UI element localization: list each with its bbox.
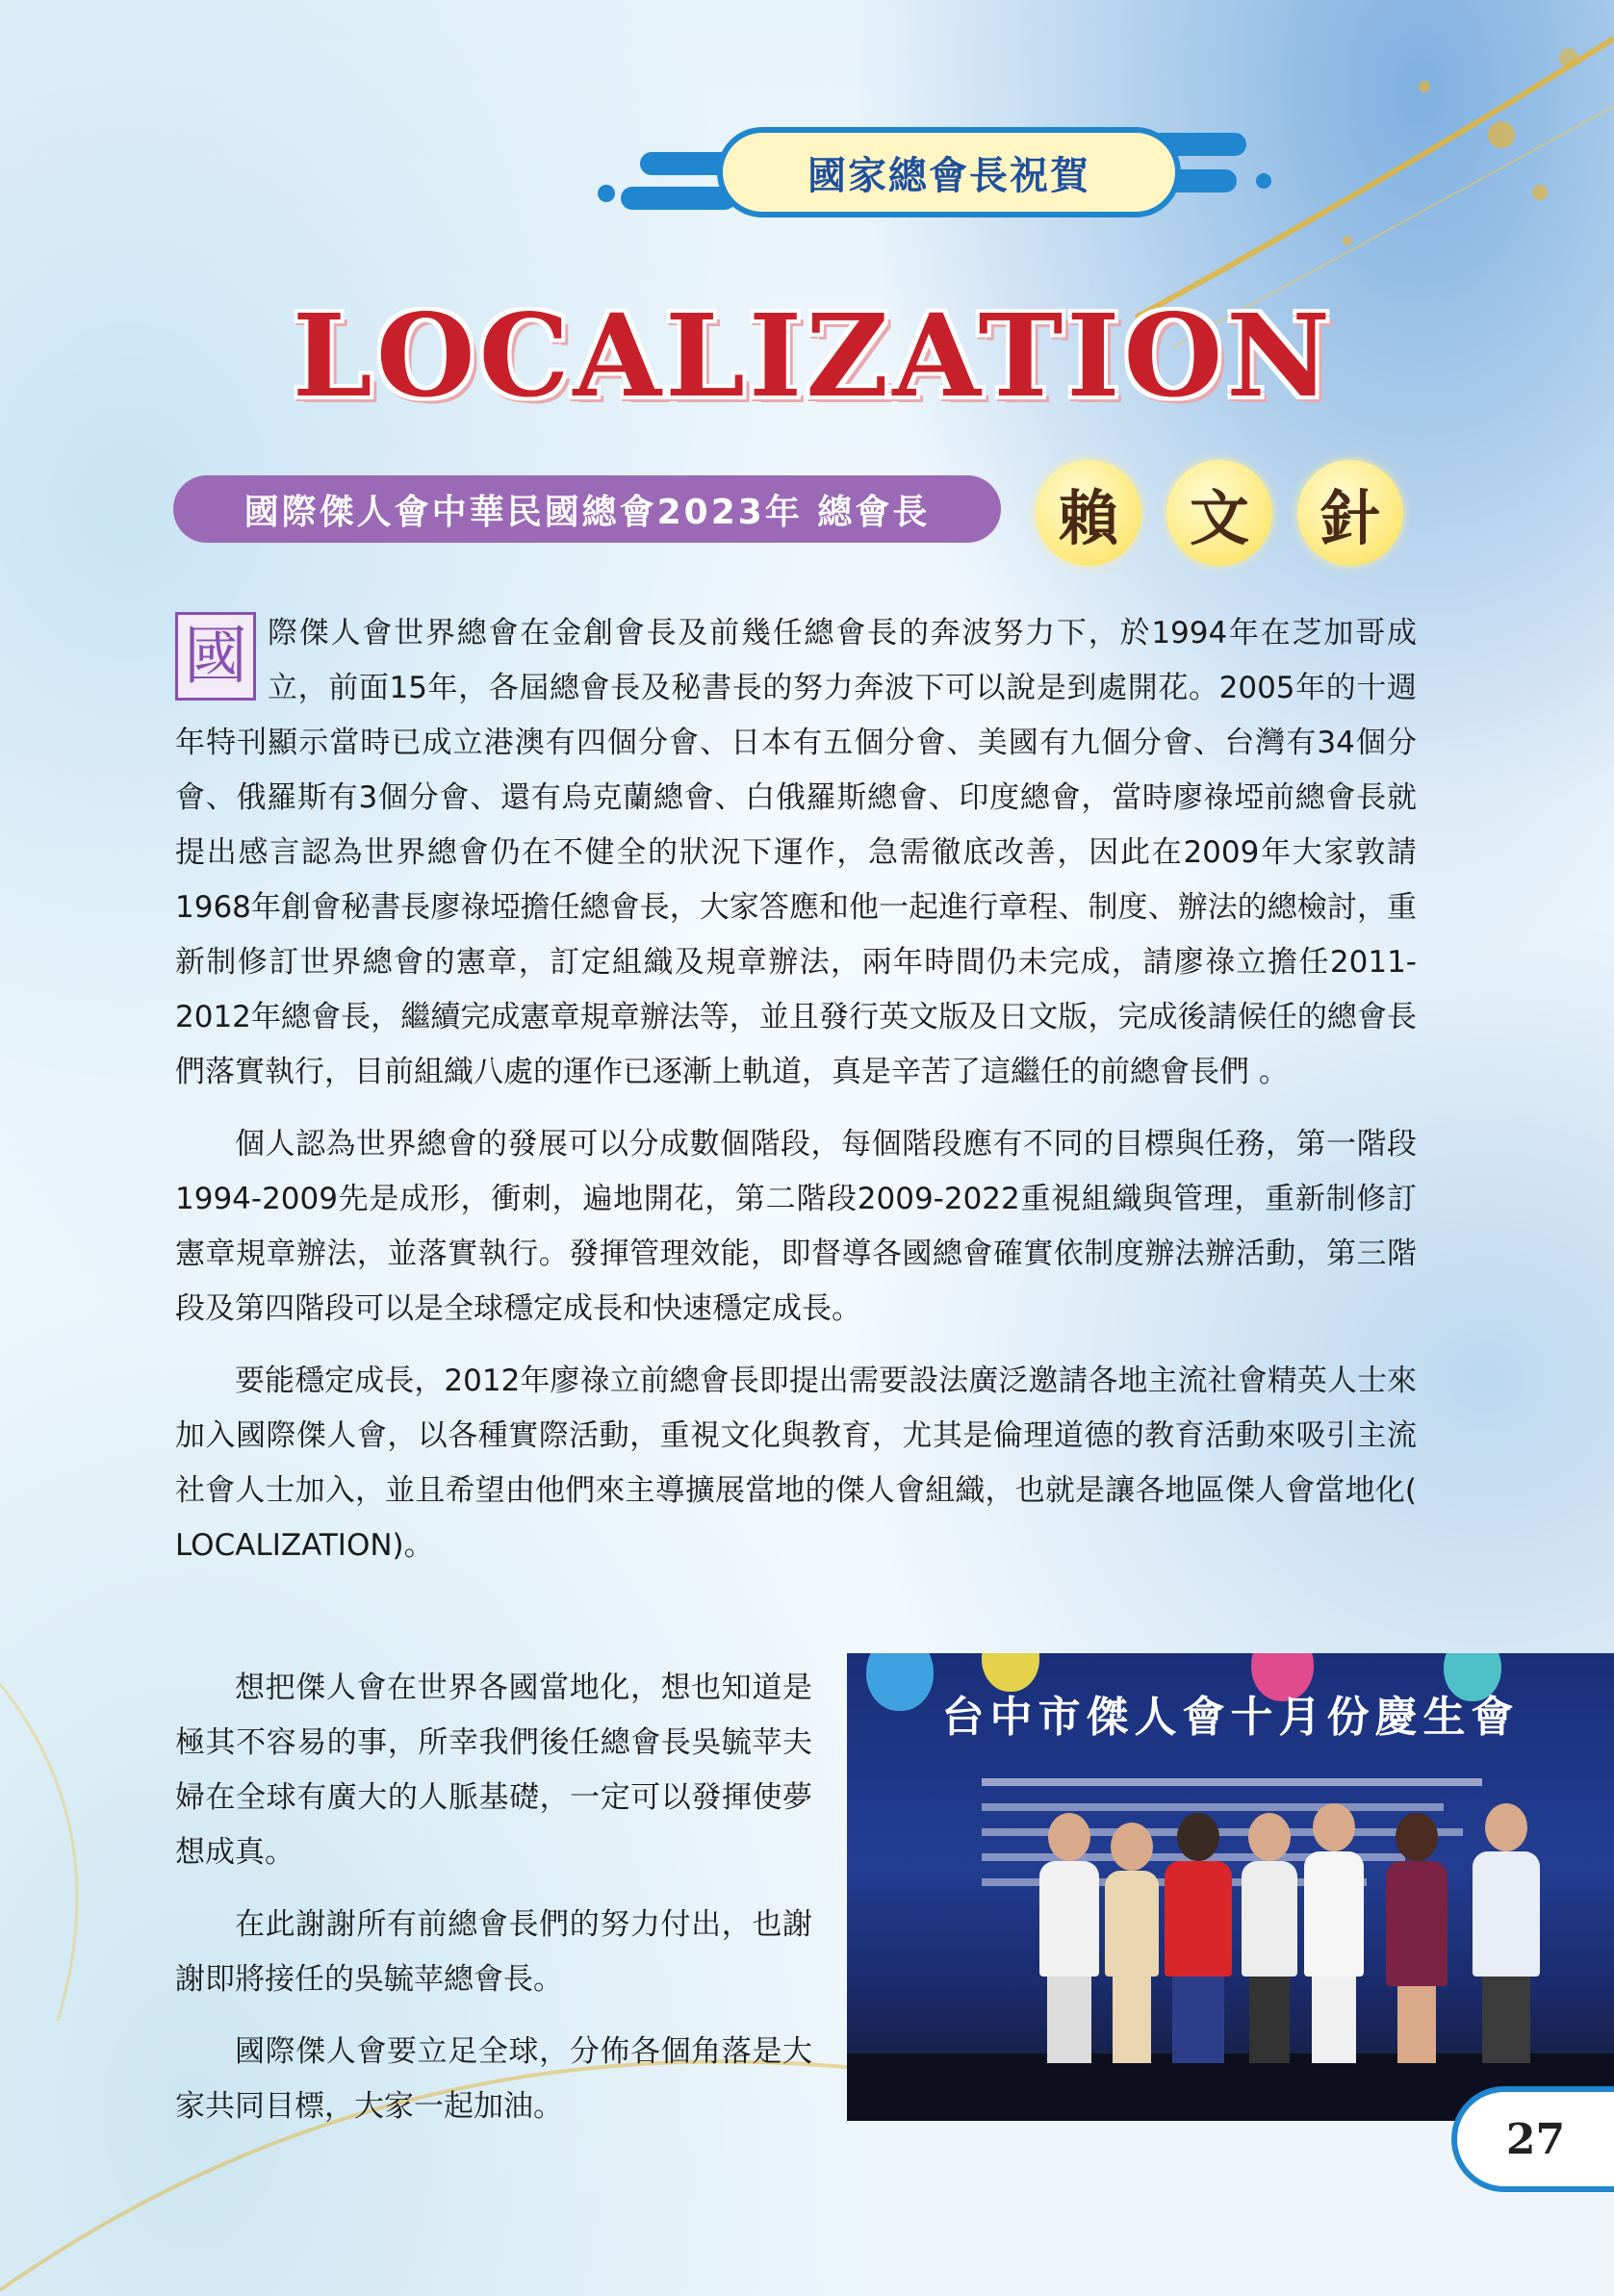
event-photo (847, 1653, 1614, 2121)
person-figure (1039, 1813, 1099, 2063)
banner-dot (598, 185, 615, 202)
person-figure (1473, 1803, 1540, 2063)
paragraph-6: 國際傑人會要立足全球，分佈各個角落是大家共同目標，大家一起加油。 (175, 2034, 812, 2124)
person-figure (1165, 1813, 1232, 2063)
person-figure (1386, 1813, 1447, 2063)
person-figure (1105, 1823, 1159, 2063)
paragraph-1-text: 際傑人會世界總會在金創會長及前幾任總會長的奔波努力下，於1994年在芝加哥成立，前面15年，各屆總會長及秘書長的努力奔波下可以說是到處開花。2005年的十週年特刊顯示當時已成立港澳有四個分會、日本有五個分會、美國有九個分會、台灣有34個分會、俄羅斯有3個分會、還有烏克蘭總會、白俄羅斯總會、印度總會，當時廖祿埡前總會長就提出感言認為世界總會仍在不健全的狀況下運作，急需徹底改善，因此在2009年大家敦請1968年創會秘書長廖祿埡擔任總會長，大家答應和他一起進行章程、制度、辦法的總檢討，重新制修訂世界總會的憲章，訂定組織及規章辦法，兩年時間仍未完成，請廖祿立擔任2011-2012年總會長，繼續完成憲章規章辦法等，並且發行英文版及日文版，完成後請候任的總會長們落實執行，目前組織八處的運作已逐漸上軌道，真是辛苦了這繼任的前總會長們 。 (175, 616, 1417, 1089)
paragraph-1 (175, 606, 1417, 1100)
banner-bar-left-lower (621, 187, 736, 210)
banner-dot (1256, 173, 1271, 189)
article-body (175, 606, 1417, 1573)
banner-pill (717, 127, 1181, 217)
banner-title: 國家總會長祝賀 (807, 153, 1090, 198)
author-name-char: 賴 (1036, 460, 1141, 566)
section-banner (621, 114, 1275, 227)
page-number-tab (1451, 2086, 1614, 2192)
author-name-char: 文 (1166, 460, 1272, 566)
article-body-column (175, 1661, 812, 2134)
person-figure (1242, 1813, 1297, 2063)
person-figure (1304, 1803, 1364, 2063)
paragraph-4: 想把傑人會在世界各國當地化，想也知道是極其不容易的事，所幸我們後任總會長吳毓苹夫婦在全球有廣大的人脈基礎，一定可以發揮使夢想成真。 (175, 1671, 812, 1870)
drop-cap: 國 (175, 612, 256, 701)
page-number: 27 (1505, 2114, 1566, 2164)
paragraph-3: 要能穩定成長，2012年廖祿立前總會長即提出需要設法廣泛邀請各地主流社會精英人士來加入國際傑人會，以各種實際活動，重視文化與教育，尤其是倫理道德的教育活動來吸引主流社會人士加入，並且希望由他們來主導擴展當地的傑人會組織，也就是讓各地區傑人會當地化( LOCALIZATION)。 (175, 1364, 1417, 1563)
photo-caption: 台中市傑人會十月份慶生會 (941, 1693, 1520, 1742)
subtitle-pill (173, 475, 1001, 543)
paragraph-5: 在此謝謝所有前總會長們的努力付出，也謝謝即將接任的吳毓苹總會長。 (175, 1907, 812, 1997)
headline: LOCALIZATION (292, 289, 1335, 422)
paragraph-2: 個人認為世界總會的發展可以分成數個階段，每個階段應有不同的目標與任務，第一階段1994-2009先是成形，衝刺，遍地開花，第二階段2009-2022重視組織與管理，重新制修訂憲章規章辦法，並落實執行。發揮管理效能，即督導各國總會確實依制度辦法辦活動，第三階段及第四階段可以是全球穩定成長和快速穩定成長。 (175, 1127, 1417, 1326)
subtitle-text: 國際傑人會中華民國總會2023年 總會長 (243, 492, 931, 532)
author-name-char: 針 (1297, 460, 1403, 566)
